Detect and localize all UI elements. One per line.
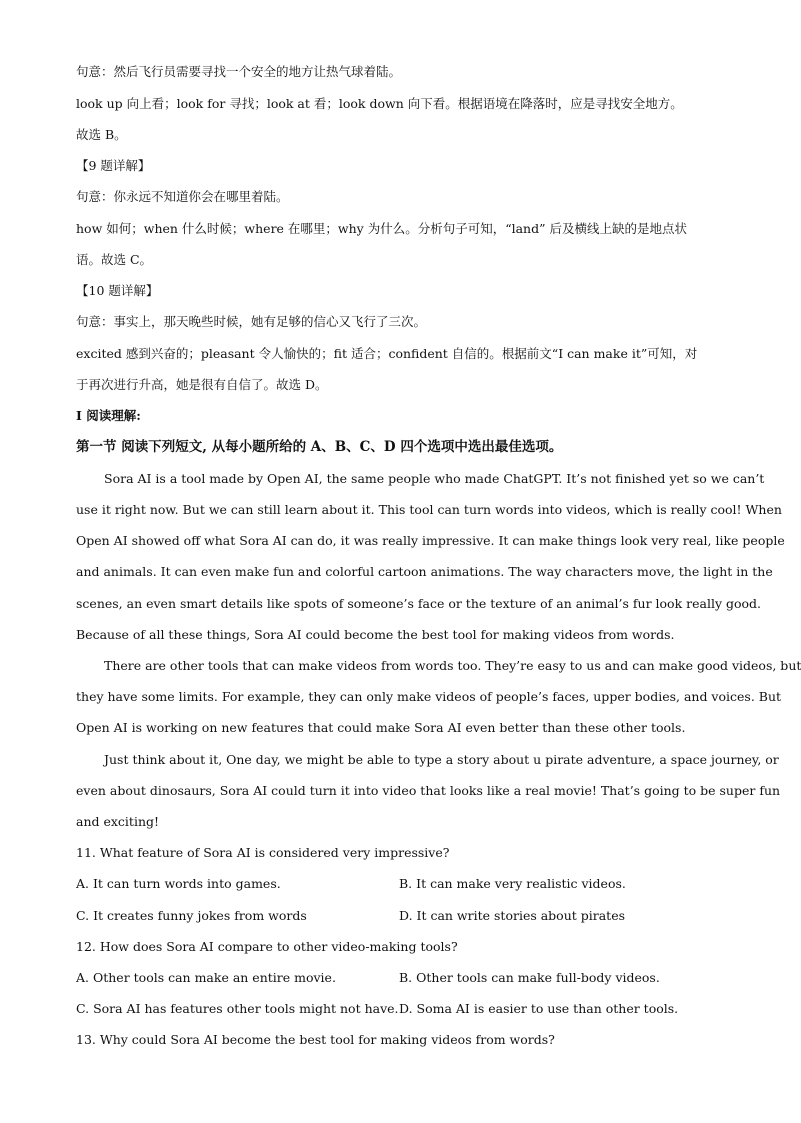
option-a: A. It can turn words into games. bbox=[76, 876, 281, 891]
text-line: 句意：然后飞行员需要寻找一个安全的地方让热气球着陆。 bbox=[76, 64, 402, 79]
option-b: B. It can make very realistic videos. bbox=[399, 876, 626, 891]
section-heading: 【9 题详解】 bbox=[76, 158, 151, 173]
text-line: 句意：事实上，那天晚些时候，她有足够的信心又飞行了三次。 bbox=[76, 314, 427, 329]
option-d: D. It can write stories about pirates bbox=[399, 908, 626, 923]
text-line: 于再次进行升高，她是很有自信了。故选 D。 bbox=[76, 377, 328, 392]
text-line: excited 感到兴奋的；pleasant 令人愉快的；fit 适合；confident 自信的。根据前文“I can make it”可知，对 bbox=[76, 346, 698, 361]
text-line: 语。故选 C。 bbox=[76, 252, 153, 267]
question-stem: 13. Why could Sora AI become the best tool for making videos from words? bbox=[76, 1032, 555, 1047]
passage-line: even about dinosaurs, Sora AI could turn it into video that looks like a real movie! That’s going to be super fun bbox=[76, 783, 781, 798]
passage-line: they have some limits. For example, they can only make videos of people’s faces, upper bodies, and voices. But bbox=[76, 689, 782, 704]
option-b: B. Other tools can make full-body videos. bbox=[399, 970, 660, 985]
text-line: look up 向上看；look for 寻找；look at 看；look down 向下看。根据语境在降落时，应是寻找安全地方。 bbox=[76, 96, 683, 111]
passage-line: Open AI is working on new features that could make Sora AI even better than these other tools. bbox=[76, 720, 686, 735]
text-line: how 如何；when 什么时候；where 在哪里；why 为什么。分析句子可知，“land” 后及横线上缺的是地点状 bbox=[76, 221, 687, 236]
passage-line: Sora AI is a tool made by Open AI, the same people who made ChatGPT. It’s not finished yet so we can’t bbox=[104, 471, 765, 486]
question-stem: 12. How does Sora AI compare to other video-making tools? bbox=[76, 939, 458, 954]
passage-line: Just think about it, One day, we might be able to type a story about u pirate adventure, a space journey, or bbox=[104, 752, 779, 767]
question-stem: 11. What feature of Sora AI is considered very impressive? bbox=[76, 845, 450, 860]
passage-line: and animals. It can even make fun and colorful cartoon animations. The way characters move, the light in the bbox=[76, 564, 773, 579]
passage-line: and exciting! bbox=[76, 814, 160, 829]
text-line: 句意：你永远不知道你会在哪里着陆。 bbox=[76, 189, 289, 204]
text-line: 故选 B。 bbox=[76, 127, 127, 142]
option-c: C. Sora AI has features other tools might not have. bbox=[76, 1001, 399, 1016]
option-c: C. It creates funny jokes from words bbox=[76, 908, 307, 923]
passage-line: scenes, an even smart details like spots of someone’s face or the texture of an animal’s fur look really good. bbox=[76, 596, 762, 611]
section-instruction: 第一节 阅读下列短文, 从每小题所给的 A、B、C、D 四个选项中选出最佳选项。 bbox=[76, 439, 563, 455]
passage-line: use it right now. But we can still learn about it. This tool can turn words into videos, which is really cool! When bbox=[76, 502, 782, 517]
passage-line: Because of all these things, Sora AI could become the best tool for making videos from words. bbox=[76, 627, 675, 642]
section-heading: 【10 题详解】 bbox=[76, 283, 159, 298]
passage-line: Open AI showed off what Sora AI can do, it was really impressive. It can make things look very real, like people bbox=[76, 533, 785, 548]
option-d: D. Soma AI is easier to use than other tools. bbox=[399, 1001, 679, 1016]
passage-line: There are other tools that can make videos from words too. They’re easy to us and can make good videos, but bbox=[104, 658, 801, 673]
part-heading: I 阅读理解: bbox=[76, 408, 141, 423]
option-a: A. Other tools can make an entire movie. bbox=[76, 970, 336, 985]
